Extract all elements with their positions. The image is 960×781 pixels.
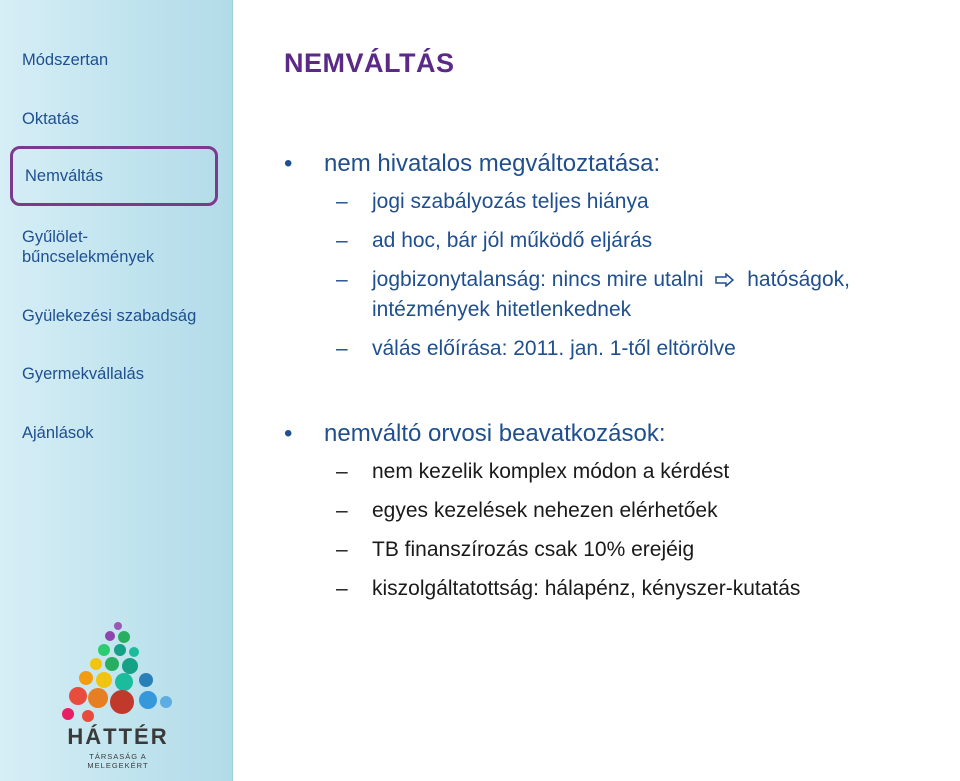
sub-text: válás előírása: 2011. jan. 1-től eltörölve bbox=[372, 337, 736, 360]
sub-text: TB finanszírozás csak 10% erejéig bbox=[372, 538, 695, 561]
arrow-right-icon bbox=[715, 273, 735, 287]
bullet-dot: • bbox=[284, 150, 293, 177]
sub-text-part-2: hatóságok, bbox=[747, 268, 850, 291]
nav-item-modszertan[interactable]: Módszertan bbox=[22, 51, 109, 69]
sub-item-continuation bbox=[372, 298, 631, 322]
sub-dash: – bbox=[336, 229, 348, 252]
slide-title: NEMVÁLTÁS bbox=[284, 48, 455, 78]
nav-item-nemvaltas[interactable]: Nemváltás bbox=[10, 146, 218, 206]
bullet-text: nemváltó orvosi beavatkozások: bbox=[324, 420, 666, 447]
sub-text bbox=[372, 268, 850, 292]
sub-dash: – bbox=[336, 538, 348, 561]
bullet-dot: • bbox=[284, 420, 293, 447]
sub-text: kiszolgáltatottság: hálapénz, kényszer-kutatás bbox=[372, 577, 801, 600]
nav-label-line-1: Gyűlölet- bbox=[22, 228, 89, 246]
nav-label-line-2: bűncselekmények bbox=[22, 248, 155, 266]
nav-item-gyulolet-buncselekmenyek[interactable] bbox=[22, 227, 154, 267]
sub-dash: – bbox=[336, 577, 348, 600]
sub-dash: – bbox=[336, 190, 348, 213]
nav-item-gyulekezesi-szabadsag[interactable]: Gyülekezési szabadság bbox=[22, 307, 197, 325]
logo-name: HÁTTÉR bbox=[67, 724, 169, 749]
sub-text-part-1: jogbizonytalanság: nincs mire utalni bbox=[372, 268, 704, 291]
sub-dash: – bbox=[336, 268, 348, 291]
nav-item-gyermekvallalas[interactable]: Gyermekvállalás bbox=[22, 365, 144, 383]
sub-dash: – bbox=[336, 499, 348, 522]
sub-dash: – bbox=[336, 460, 348, 483]
bullet-text: nem hivatalos megváltoztatása: bbox=[324, 150, 661, 177]
sub-dash: – bbox=[336, 337, 348, 360]
sub-text: egyes kezelések nehezen elérhetőek bbox=[372, 499, 718, 522]
logo-tagline: TÁRSASÁG A MELEGEKÉRT bbox=[87, 752, 149, 770]
sub-text: jogi szabályozás teljes hiánya bbox=[372, 190, 649, 213]
sub-text: intézmények hitetlenkednek bbox=[372, 298, 632, 321]
logo-dots-icon bbox=[58, 620, 178, 724]
sidebar-navigation bbox=[0, 0, 233, 781]
hatter-logo bbox=[58, 620, 178, 770]
sub-text: nem kezelik komplex módon a kérdést bbox=[372, 460, 730, 483]
nav-item-oktatas[interactable]: Oktatás bbox=[22, 110, 79, 128]
nav-item-ajanlasok[interactable]: Ajánlások bbox=[22, 424, 94, 442]
sub-text: ad hoc, bár jól működő eljárás bbox=[372, 229, 653, 252]
